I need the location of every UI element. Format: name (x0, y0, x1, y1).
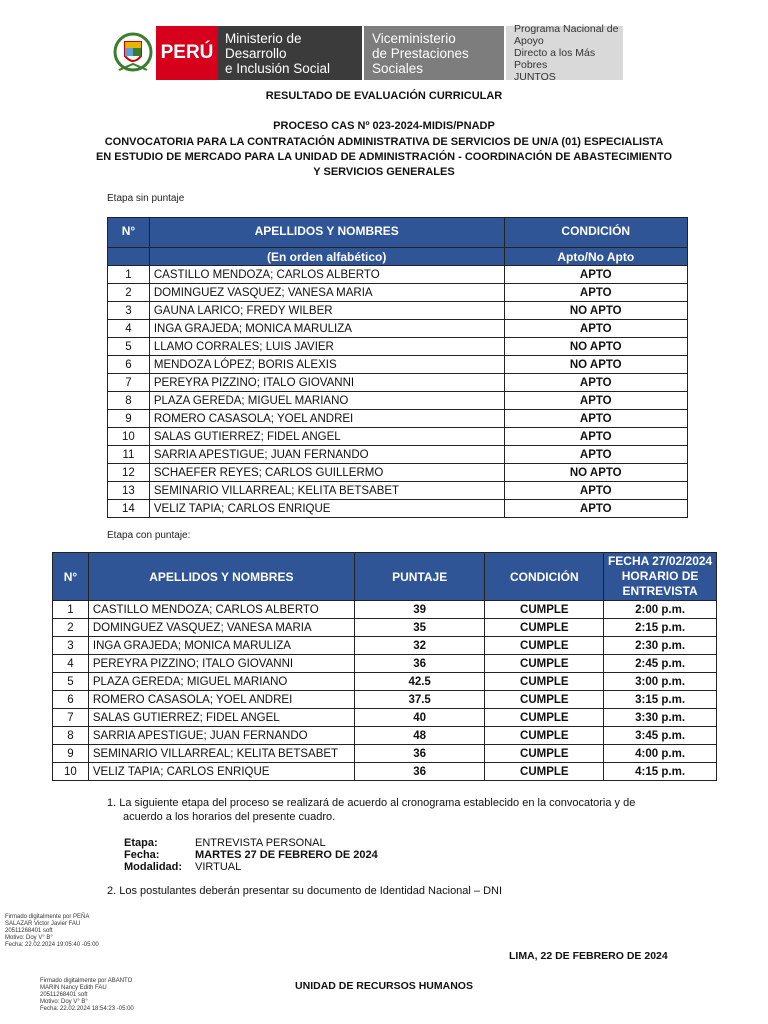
stage1-header-row (108, 218, 688, 248)
interview-time: 3:30 p.m. (604, 709, 717, 727)
call-title-line3: Y SERVICIOS GENERALES (313, 166, 455, 178)
stage1-col-condition: CONDICIÓN (504, 218, 687, 248)
interview-time: 3:15 p.m. (604, 691, 717, 709)
applicant-name: DOMINGUEZ VASQUEZ; VANESA MARIA (88, 619, 354, 637)
table-row (108, 266, 688, 284)
condition-value: APTO (504, 446, 687, 464)
signing-unit: UNIDAD DE RECURSOS HUMANOS (295, 980, 473, 992)
sig1-line2: SALAZAR Victor Javier FAU (5, 921, 81, 927)
condition-value: CUMPLE (485, 673, 604, 691)
row-number: 3 (53, 637, 89, 655)
table-row (108, 482, 688, 500)
sig1-line5: Fecha: 22.02.2024 19:05:40 -05:00 (5, 942, 99, 948)
program-logo (506, 23, 623, 83)
vice-ministry-logo (364, 26, 504, 80)
applicant-name: SARRIA APESTIGUE; JUAN FERNANDO (149, 446, 504, 464)
table-row (53, 763, 717, 781)
row-number: 6 (108, 356, 150, 374)
stage1-col-num-sub (108, 248, 150, 266)
applicant-name: MENDOZA LÓPEZ; BORIS ALEXIS (149, 356, 504, 374)
stage1-col-names-sub: (En orden alfabético) (149, 248, 504, 266)
score-value: 37.5 (354, 691, 485, 709)
stage2-table (52, 552, 717, 781)
stage1-col-names: APELLIDOS Y NOMBRES (149, 218, 504, 248)
applicant-name: PLAZA GEREDA; MIGUEL MARIANO (88, 673, 354, 691)
interview-time: 3:00 p.m. (604, 673, 717, 691)
row-number: 2 (108, 284, 150, 302)
score-value: 36 (354, 763, 485, 781)
stage1-table-body (108, 266, 688, 518)
sig2-line1: Firmado digitalmente por ABANTO (40, 978, 133, 984)
table-row (53, 691, 717, 709)
stage2-date-line1: FECHA 27/02/2024 (607, 554, 713, 568)
stage1-col-num: N° (108, 218, 150, 248)
stage2-table-body (53, 601, 717, 781)
applicant-name: INGA GRAJEDA; MONICA MARULIZA (149, 320, 504, 338)
sig1-line1: Firmado digitalmente por PEÑA (5, 914, 90, 920)
sig1-line3: 20511268401 soft (5, 928, 53, 934)
row-number: 7 (108, 374, 150, 392)
table-row (53, 637, 717, 655)
condition-value: APTO (504, 428, 687, 446)
sig2-line4: Motivo: Doy V° B° (40, 999, 88, 1005)
condition-value: NO APTO (504, 356, 687, 374)
ministry-line2: e Inclusión Social (225, 60, 331, 76)
interview-time: 2:15 p.m. (604, 619, 717, 637)
condition-value: CUMPLE (485, 691, 604, 709)
row-number: 8 (53, 727, 89, 745)
applicant-name: PEREYRA PIZZINO; ITALO GIOVANNI (88, 655, 354, 673)
process-title: PROCESO CAS Nº 023-2024-MIDIS/PNADP (273, 120, 495, 132)
condition-value: APTO (504, 392, 687, 410)
stage2-date-line3: ENTREVISTA (622, 584, 698, 598)
date-value: MARTES 27 DE FEBRERO DE 2024 (195, 849, 378, 861)
score-value: 36 (354, 745, 485, 763)
row-number: 9 (108, 410, 150, 428)
applicant-name: CASTILLO MENDOZA; CARLOS ALBERTO (88, 601, 354, 619)
condition-value: CUMPLE (485, 763, 604, 781)
condition-value: CUMPLE (485, 637, 604, 655)
table-row (53, 727, 717, 745)
condition-value: NO APTO (504, 464, 687, 482)
applicant-name: PEREYRA PIZZINO; ITALO GIOVANNI (149, 374, 504, 392)
condition-value: CUMPLE (485, 655, 604, 673)
score-value: 35 (354, 619, 485, 637)
table-row (108, 464, 688, 482)
place-date: LIMA, 22 DE FEBRERO DE 2024 (509, 950, 668, 962)
condition-value: NO APTO (504, 302, 687, 320)
applicant-name: SARRIA APESTIGUE; JUAN FERNANDO (88, 727, 354, 745)
mode-value: VIRTUAL (195, 861, 242, 873)
program-line3: JUNTOS (514, 71, 556, 83)
table-row (108, 284, 688, 302)
stage-label: Etapa: (124, 837, 158, 849)
row-number: 14 (108, 500, 150, 518)
row-number: 6 (53, 691, 89, 709)
program-line1: Programa Nacional de Apoyo (514, 23, 619, 47)
applicant-name: ROMERO CASASOLA; YOEL ANDREI (88, 691, 354, 709)
mode-label: Modalidad: (124, 861, 183, 873)
sig2-line5: Fecha: 22.02.2024 18:54:23 -05:00 (40, 1006, 134, 1012)
applicant-name: DOMINGUEZ VASQUEZ; VANESA MARIA (149, 284, 504, 302)
row-number: 5 (53, 673, 89, 691)
row-number: 1 (53, 601, 89, 619)
applicant-name: VELIZ TAPIA; CARLOS ENRIQUE (149, 500, 504, 518)
applicant-name: SCHAEFER REYES; CARLOS GUILLERMO (149, 464, 504, 482)
stage2-col-date (604, 553, 717, 601)
row-number: 12 (108, 464, 150, 482)
applicant-name: PLAZA GEREDA; MIGUEL MARIANO (149, 392, 504, 410)
ministry-logo (218, 26, 362, 80)
table-row (108, 428, 688, 446)
stage1-label: Etapa sin puntaje (107, 193, 185, 204)
condition-value: APTO (504, 500, 687, 518)
call-title-line1: CONVOCATORIA PARA LA CONTRATACIÓN ADMINISTRATIVA DE SERVICIOS DE UN/A (01) ESPECIALISTA (104, 136, 664, 148)
document-title: RESULTADO DE EVALUACIÓN CURRICULAR (265, 90, 503, 102)
institution-header (110, 23, 623, 83)
condition-value: APTO (504, 410, 687, 428)
call-title-line2: EN ESTUDIO DE MERCADO PARA LA UNIDAD DE ADMINISTRACIÓN - COORDINACIÓN DE ABASTECIMIENTO (95, 151, 673, 163)
row-number: 5 (108, 338, 150, 356)
stage2-label: Etapa con puntaje: (107, 530, 191, 541)
applicant-name: SEMINARIO VILLARREAL; KELITA BETSABET (149, 482, 504, 500)
row-number: 11 (108, 446, 150, 464)
row-number: 9 (53, 745, 89, 763)
table-row (108, 392, 688, 410)
stage1-subheader-row (108, 248, 688, 266)
vice-line2: de Prestaciones Sociales (372, 45, 469, 76)
table-row (108, 500, 688, 518)
score-value: 42.5 (354, 673, 485, 691)
score-value: 40 (354, 709, 485, 727)
table-row (53, 655, 717, 673)
stage2-col-num: N° (53, 553, 89, 601)
stage2-date-line2: HORARIO DE (621, 569, 699, 583)
table-row (53, 601, 717, 619)
interview-time: 4:00 p.m. (604, 745, 717, 763)
condition-value: CUMPLE (485, 619, 604, 637)
condition-value: APTO (504, 374, 687, 392)
row-number: 1 (108, 266, 150, 284)
condition-value: APTO (504, 320, 687, 338)
condition-value: APTO (504, 266, 687, 284)
score-value: 36 (354, 655, 485, 673)
interview-time: 2:30 p.m. (604, 637, 717, 655)
sig2-line2: MARIN Nancy Edith FAU (40, 985, 107, 991)
condition-value: NO APTO (504, 338, 687, 356)
table-row (108, 410, 688, 428)
interview-time: 2:00 p.m. (604, 601, 717, 619)
table-row (53, 619, 717, 637)
condition-value: CUMPLE (485, 709, 604, 727)
table-row (108, 338, 688, 356)
table-row (108, 320, 688, 338)
program-line2: Directo a los Más Pobres (514, 47, 596, 71)
row-number: 13 (108, 482, 150, 500)
stage2-col-score: PUNTAJE (354, 553, 485, 601)
row-number: 10 (53, 763, 89, 781)
row-number: 8 (108, 392, 150, 410)
interview-time: 2:45 p.m. (604, 655, 717, 673)
applicant-name: VELIZ TAPIA; CARLOS ENRIQUE (88, 763, 354, 781)
applicant-name: SEMINARIO VILLARREAL; KELITA BETSABET (88, 745, 354, 763)
table-row (53, 709, 717, 727)
row-number: 3 (108, 302, 150, 320)
row-number: 10 (108, 428, 150, 446)
table-row (108, 446, 688, 464)
sig1-line4: Motivo: Doy V° B° (5, 935, 53, 941)
score-value: 48 (354, 727, 485, 745)
applicant-name: GAUNA LARICO; FREDY WILBER (149, 302, 504, 320)
score-value: 39 (354, 601, 485, 619)
sig2-line3: 20511268401 soft (40, 992, 88, 998)
applicant-name: SALAS GUTIERREZ; FIDEL ANGEL (88, 709, 354, 727)
table-row (53, 745, 717, 763)
note1-line2: acuerdo a los horarios del presente cuadro. (123, 811, 336, 823)
note1-line1: 1. La siguiente etapa del proceso se realizará de acuerdo al cronograma establecido en la convocatoria y de (107, 797, 636, 809)
stage1-col-condition-sub: Apto/No Apto (504, 248, 687, 266)
note2: 2. Los postulantes deberán presentar su documento de Identidad Nacional – DNI (107, 885, 503, 897)
applicant-name: ROMERO CASASOLA; YOEL ANDREI (149, 410, 504, 428)
condition-value: CUMPLE (485, 745, 604, 763)
peru-logo: PERÚ (156, 26, 218, 80)
stage1-table (107, 217, 688, 518)
applicant-name: CASTILLO MENDOZA; CARLOS ALBERTO (149, 266, 504, 284)
vice-line1: Viceministerio (372, 30, 456, 46)
row-number: 2 (53, 619, 89, 637)
row-number: 4 (53, 655, 89, 673)
table-row (108, 356, 688, 374)
condition-value: CUMPLE (485, 727, 604, 745)
condition-value: APTO (504, 482, 687, 500)
table-row (108, 302, 688, 320)
row-number: 4 (108, 320, 150, 338)
stage-value: ENTREVISTA PERSONAL (195, 837, 326, 849)
row-number: 7 (53, 709, 89, 727)
table-row (53, 673, 717, 691)
applicant-name: SALAS GUTIERREZ; FIDEL ANGEL (149, 428, 504, 446)
score-value: 32 (354, 637, 485, 655)
stage2-header-row (53, 553, 717, 601)
interview-time: 4:15 p.m. (604, 763, 717, 781)
coat-of-arms-icon (110, 26, 156, 80)
condition-value: CUMPLE (485, 601, 604, 619)
applicant-name: INGA GRAJEDA; MONICA MARULIZA (88, 637, 354, 655)
table-row (108, 374, 688, 392)
ministry-line1: Ministerio de Desarrollo (225, 30, 302, 61)
condition-value: APTO (504, 284, 687, 302)
applicant-name: LLAMO CORRALES; LUIS JAVIER (149, 338, 504, 356)
interview-time: 3:45 p.m. (604, 727, 717, 745)
digital-signature-1 (5, 914, 99, 949)
stage2-col-condition: CONDICIÓN (485, 553, 604, 601)
stage2-col-names: APELLIDOS Y NOMBRES (88, 553, 354, 601)
date-label: Fecha: (124, 849, 160, 861)
